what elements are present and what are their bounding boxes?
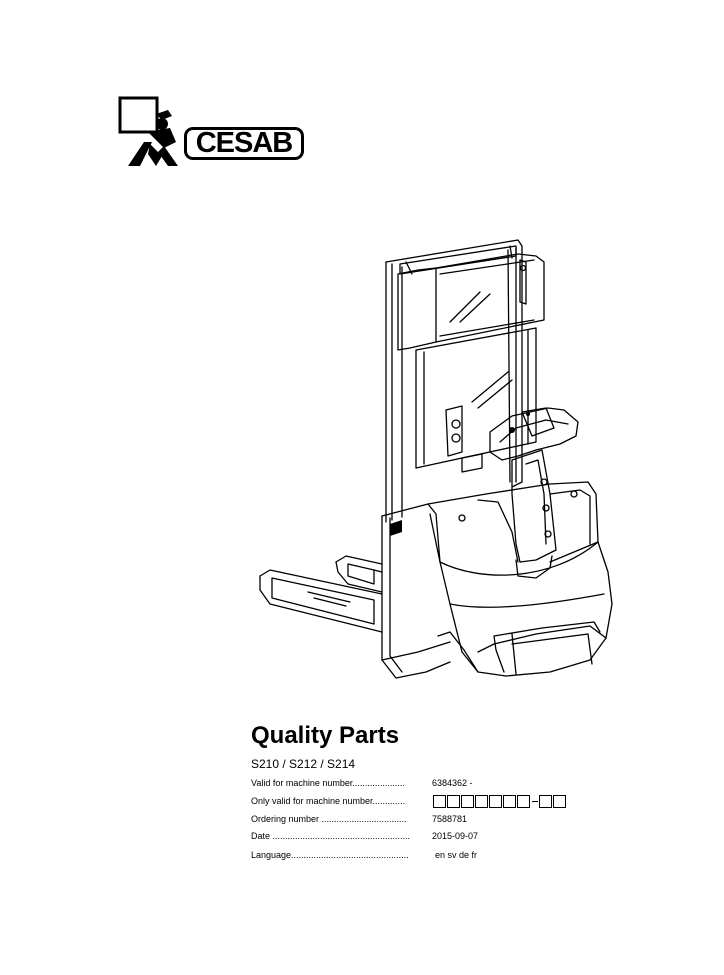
digit-box [447,795,460,808]
valid-machine-label: Valid for machine number..................... [251,778,405,788]
info-row-date [251,829,591,843]
ordering-value: 7588781 [432,814,468,824]
language-label: Language............................................... [251,850,409,860]
ordering-label: Ordering number .................................. [251,814,407,824]
digit-box [433,795,446,808]
info-row-language [251,848,591,862]
info-row-ordering [251,812,591,826]
document-title: Quality Parts [251,722,400,749]
digit-box [539,795,552,808]
digit-box [553,795,566,808]
model-numbers: S210 / S212 / S214 [251,757,356,771]
cesab-logo [118,96,313,168]
only-valid-label: Only valid for machine number............. [251,796,406,806]
info-row-only-valid [251,794,591,808]
machine-number-boxes [433,795,567,808]
pallet-stacker-illustration [250,232,620,707]
digit-box [503,795,516,808]
info-row-valid-machine [251,776,591,790]
digit-box [475,795,488,808]
digit-box [461,795,474,808]
language-value: en sv de fr [435,850,478,860]
logo-figure-icon [118,96,188,168]
digit-box [489,795,502,808]
date-value: 2015-09-07 [432,831,479,841]
digit-separator [532,801,538,802]
date-label: Date ....................................................... [251,831,411,841]
logo-wordmark: CESAB [184,127,304,160]
digit-box [517,795,530,808]
valid-machine-value: 6384362 - [432,778,473,788]
